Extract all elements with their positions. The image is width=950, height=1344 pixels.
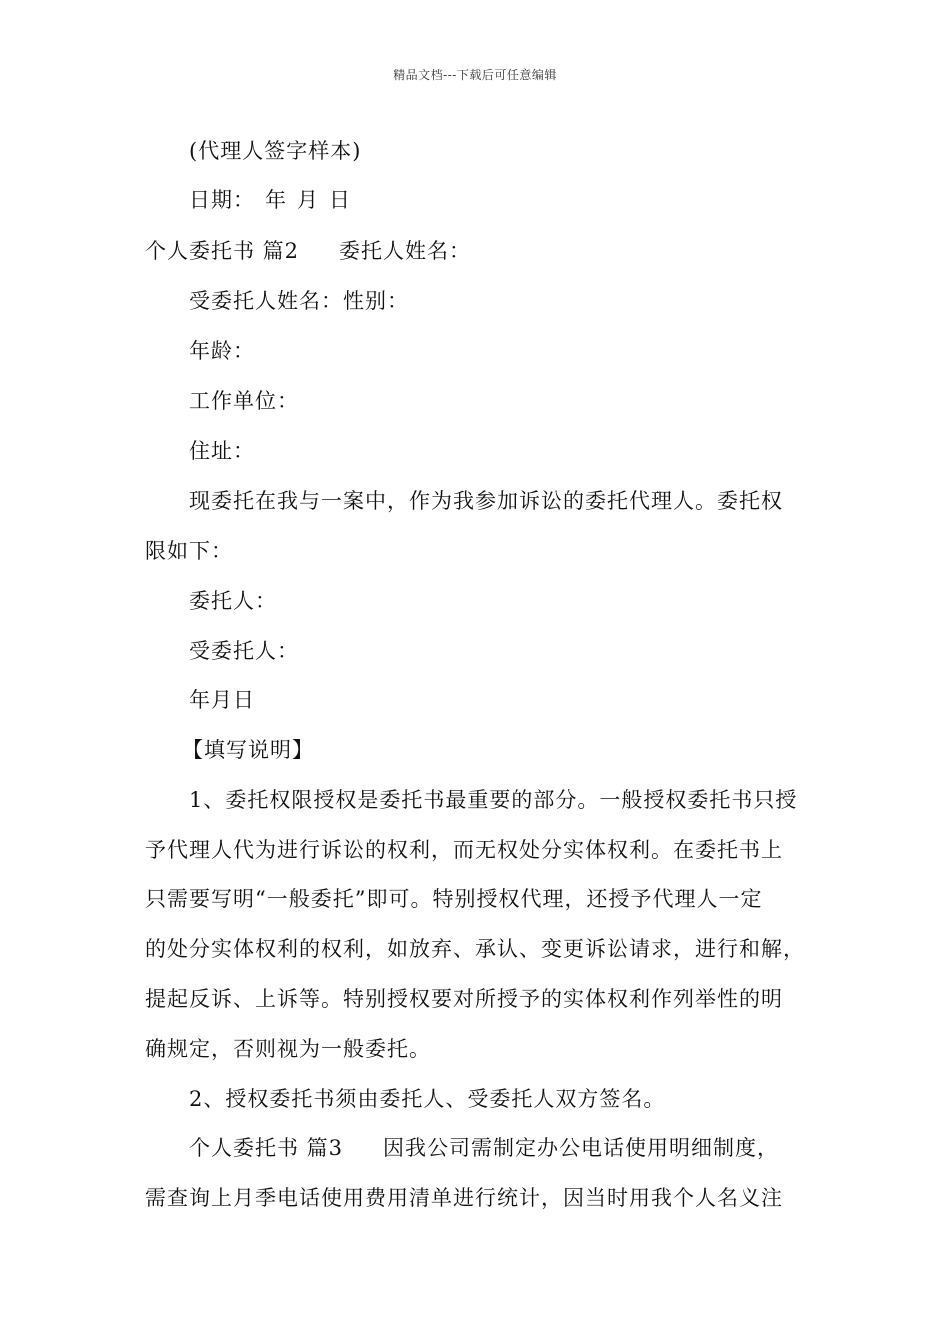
date-year: 年 — [265, 188, 287, 212]
paragraph-text: 因我公司需制定办公电话使用明细制度， — [383, 1136, 780, 1160]
paragraph-line: 确规定，否则视为一般委托。 — [145, 1037, 431, 1061]
agent-signature-sample: (代理人签字样本) — [189, 139, 362, 163]
paragraph-line: 的处分实体权利的权利，如放弃、承认、变更诉讼请求，进行和解， — [145, 937, 805, 961]
date-label: 日期： — [189, 188, 255, 212]
paragraph-line: 需查询上月季电话使用费用清单进行统计，因当时用我个人名义注 — [145, 1186, 783, 1210]
section-heading-3 — [189, 1134, 779, 1162]
date-ymd: 年月日 — [189, 688, 255, 712]
paragraph-line: 1、委托权限授权是委托书最重要的部分。一般授权委托书只授 — [189, 788, 798, 812]
paragraph-line: 只需要写明“一般委托”即可。特别授权代理，还授予代理人一定 — [145, 887, 763, 911]
section-title-2: 个人委托书 篇2 — [145, 239, 300, 263]
principal-label: 委托人： — [189, 589, 277, 613]
date-day: 日 — [329, 188, 351, 212]
paragraph-line: 限如下： — [145, 539, 233, 563]
workplace-label: 工作单位： — [189, 389, 299, 413]
date-month: 月 — [297, 188, 319, 212]
paragraph-line: 予代理人代为进行诉讼的权利，而无权处分实体权利。在委托书上 — [145, 838, 783, 862]
instructions-heading: 【填写说明】 — [182, 738, 314, 762]
section-heading-2 — [145, 237, 471, 265]
principal-name-label: 委托人姓名： — [339, 239, 472, 263]
paragraph-line: 2、授权委托书须由委托人、受委托人双方签名。 — [189, 1087, 666, 1111]
paragraph-line: 现委托在我与一案中，作为我参加诉讼的委托代理人。委托权 — [189, 489, 783, 513]
paragraph-line: 提起反诉、上诉等。特别授权要对所授予的实体权利作列举性的明 — [145, 987, 783, 1011]
age-label: 年龄： — [189, 339, 255, 363]
section-title-3: 个人委托书 篇3 — [189, 1136, 344, 1160]
agent-label: 受委托人： — [189, 639, 299, 663]
date-line — [189, 186, 351, 214]
address-label: 住址： — [189, 439, 255, 463]
agent-name-gender: 受委托人姓名：性别： — [189, 289, 409, 313]
page-header: 精品文档---下载后可任意编辑 — [393, 68, 557, 82]
